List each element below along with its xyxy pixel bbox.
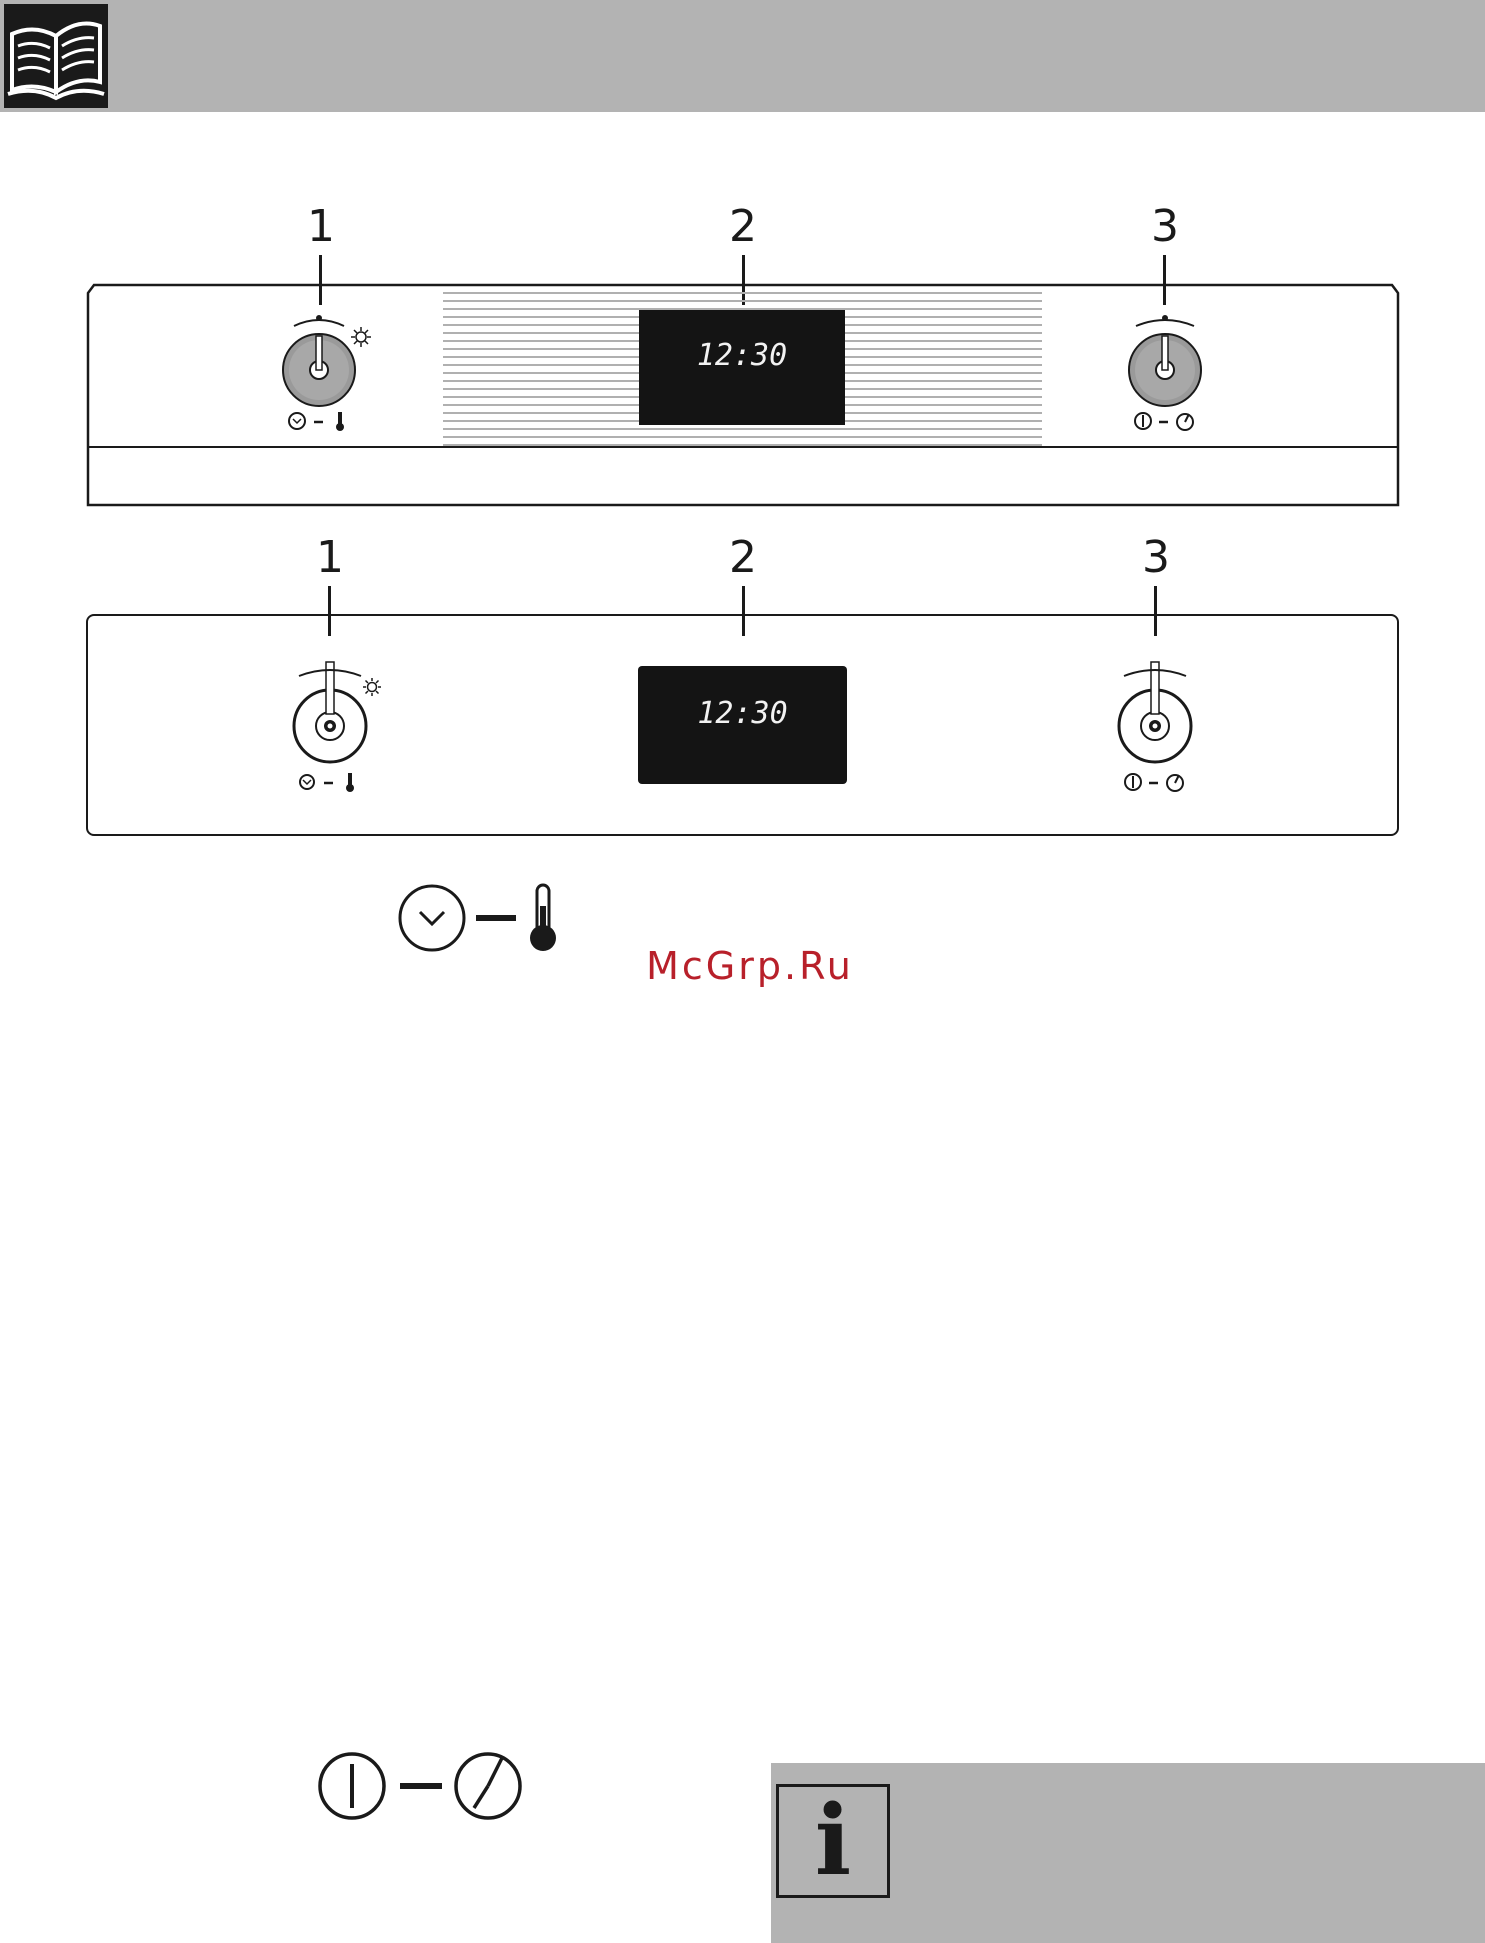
- clock-thermometer-symbol-bottom: [297, 771, 359, 793]
- display-bottom: 12:30: [638, 666, 847, 784]
- lamp-icon-bottom: [362, 677, 382, 697]
- callout-number-1: 1: [307, 201, 335, 252]
- open-book-icon: [4, 4, 108, 108]
- callout-number-1b: 1: [316, 532, 344, 583]
- header-bar: [0, 0, 1485, 112]
- display-top: 12:30: [639, 310, 845, 425]
- callout-number-3: 3: [1151, 201, 1179, 252]
- info-letter: i: [814, 1784, 852, 1897]
- clock-thermometer-icon: [396, 882, 562, 954]
- callout-number-2b: 2: [729, 532, 757, 583]
- watermark-text: McGrp.Ru: [646, 944, 854, 988]
- on-off-timer-symbol-bottom: [1123, 771, 1185, 793]
- callout-number-2: 2: [729, 201, 757, 252]
- callout-number-3b: 3: [1142, 532, 1170, 583]
- lamp-icon: [350, 326, 372, 348]
- knob-left-bottom[interactable]: [285, 660, 385, 766]
- on-off-timer-icon: [316, 1750, 526, 1822]
- info-icon: [776, 1784, 890, 1898]
- on-off-timer-symbol-top: [1133, 410, 1195, 432]
- knob-right-bottom[interactable]: [1110, 660, 1200, 766]
- clock-thermometer-symbol-top: [287, 410, 349, 432]
